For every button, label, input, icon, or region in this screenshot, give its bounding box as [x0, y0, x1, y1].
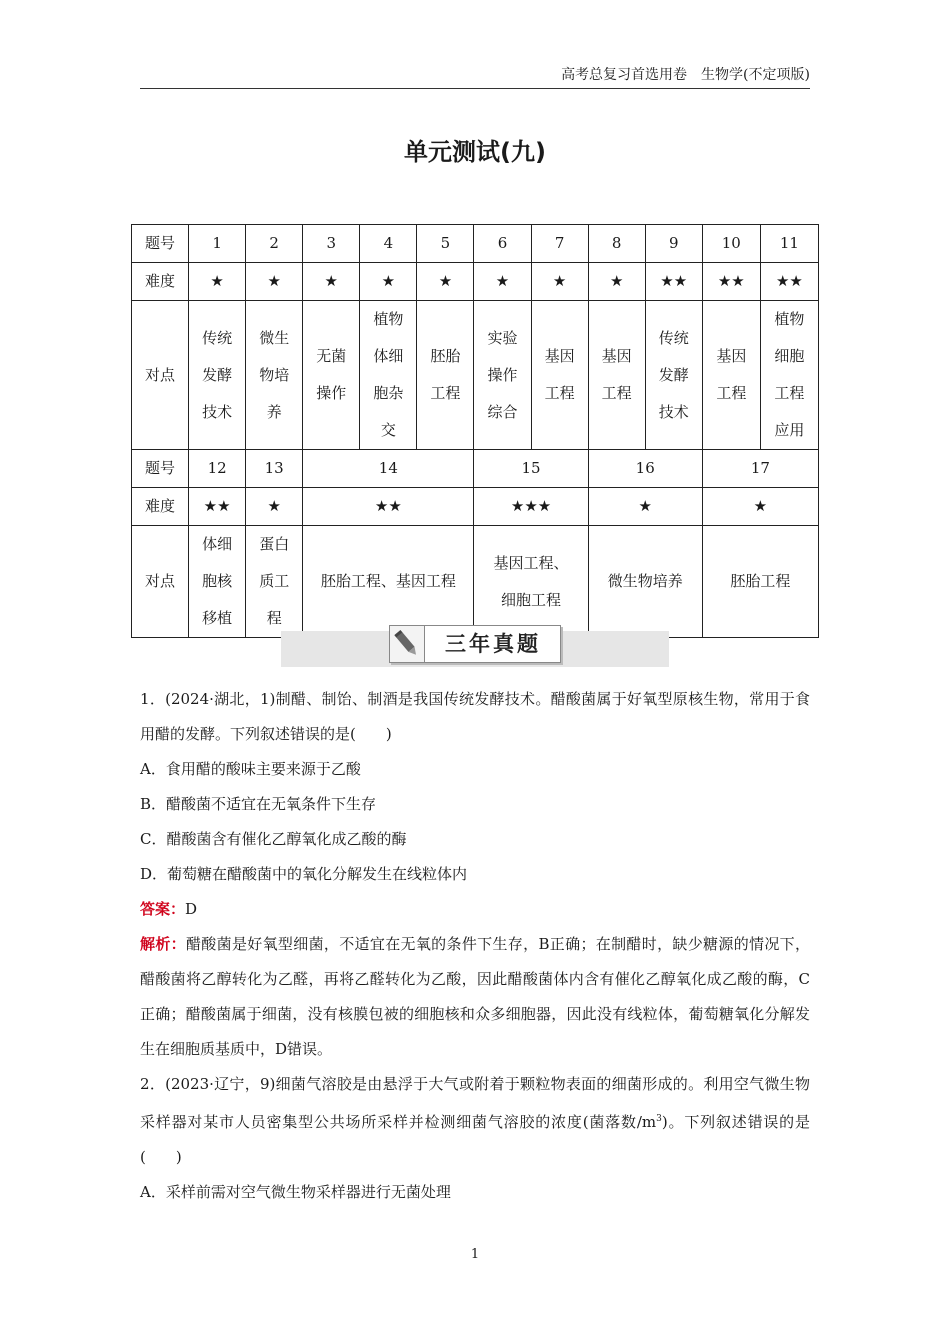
question-content [140, 682, 810, 1210]
topic-cell [417, 301, 474, 450]
cell-line: 发酵 [658, 365, 689, 384]
question-number-cell: 13 [246, 450, 303, 488]
difficulty-cell: ★ [474, 263, 531, 301]
question-number-cell: 10 [702, 225, 760, 263]
cell-line: 传统 [202, 328, 233, 347]
cell-line: 植物 [373, 310, 404, 328]
cell-line: 胚胎工程 [730, 572, 791, 590]
difficulty-cell: ★ [588, 263, 645, 301]
row-label-number: 题号 [132, 225, 189, 263]
row-label-difficulty: 难度 [132, 263, 189, 301]
cell-line: 工程 [601, 384, 632, 402]
topic-cell [474, 526, 588, 638]
cell-line: 基因 [716, 347, 747, 365]
question-number-cell: 5 [417, 225, 474, 263]
cell-line: 微生 [259, 328, 290, 347]
page-number: 1 [470, 1247, 480, 1262]
cell-line: 移植 [202, 609, 233, 627]
stem-text-end: )。下列叙述错误的是( ) [140, 1113, 810, 1166]
analysis-text: 醋酸菌是好氧型细菌，不适宜在无氧的条件下生存，B正确；在制醋时，缺少糖源的情况下，醋酸菌将乙醇转化为乙醛，再将乙醛转化为乙酸，因此醋酸菌体内含有催化乙醇氧化成乙酸的酶，C正确；醋酸菌属于细菌，没有核膜包被的细胞核和众多细胞器，因此没有线粒体，葡萄糖氧化分解发生在细胞质基质中，D错误。 [140, 935, 810, 1058]
question-number-cell: 11 [760, 225, 818, 263]
cell-line: 胚胎 [430, 347, 461, 365]
cell-line: 基因 [601, 347, 632, 365]
cell-line: 无菌 [316, 347, 347, 365]
difficulty-cell: ★ [189, 263, 246, 301]
topic-cell [189, 301, 246, 450]
difficulty-cell: ★ [360, 263, 417, 301]
question-number-cell: 15 [474, 450, 588, 488]
cell-line: 胚胎工程、基因工程 [320, 572, 456, 590]
difficulty-cell: ★★★ [474, 488, 588, 526]
cell-line: 胞杂 [373, 384, 404, 402]
question-number-cell: 17 [702, 450, 818, 488]
question-number-cell: 12 [189, 450, 246, 488]
row-label-point: 对点 [132, 526, 189, 638]
cell-line: 胞核 [202, 572, 233, 590]
topic-cell [303, 526, 474, 638]
question-number-cell: 8 [588, 225, 645, 263]
difficulty-cell: ★ [417, 263, 474, 301]
answer-value: D [185, 900, 198, 918]
cell-line: 微生物培养 [607, 572, 683, 590]
topic-cell [702, 301, 760, 450]
cell-line: 交 [380, 421, 396, 439]
cell-line: 技术 [202, 402, 233, 421]
difficulty-cell: ★ [303, 263, 360, 301]
topic-cell [246, 301, 303, 450]
difficulty-table [131, 224, 819, 638]
cell-line: 操作 [487, 365, 518, 384]
cell-line: 植物 [774, 310, 805, 328]
cell-line: 工程 [430, 384, 461, 402]
question-1-option-a: A．食用醋的酸味主要来源于乙酸 [140, 760, 361, 778]
topic-cell [474, 301, 531, 450]
difficulty-cell: ★★ [702, 263, 760, 301]
difficulty-cell: ★★ [645, 263, 702, 301]
cell-line: 综合 [487, 402, 518, 421]
topic-cell [303, 301, 360, 450]
topic-cell [246, 526, 303, 638]
topic-cell [645, 301, 702, 450]
topic-cell [531, 301, 588, 450]
question-1-analysis [140, 927, 810, 1067]
question-number-cell: 14 [303, 450, 474, 488]
difficulty-cell: ★★ [303, 488, 474, 526]
cell-line: 应用 [774, 421, 805, 439]
analysis-label: 解析： [140, 935, 186, 953]
topic-cell [189, 526, 246, 638]
row-label-number: 题号 [132, 450, 189, 488]
question-1-stem: 1．(2024·湖北，1)制醋、制饴、制酒是我国传统发酵技术。醋酸菌属于好氧型原核生物，常用于食用醋的发酵。下列叙述错误的是( ) [140, 690, 810, 743]
question-1-answer [140, 892, 810, 927]
question-2-option-a: A．采样前需对空气微生物采样器进行无菌处理 [140, 1183, 451, 1201]
question-number-cell: 1 [189, 225, 246, 263]
topic-cell [588, 301, 645, 450]
question-number-cell: 4 [360, 225, 417, 263]
cell-line: 基因 [544, 347, 575, 365]
cell-line: 物培 [259, 365, 290, 384]
cell-line: 细胞 [774, 347, 805, 365]
cell-line: 发酵 [202, 365, 233, 384]
row-label-point: 对点 [132, 301, 189, 450]
question-number-cell: 16 [588, 450, 702, 488]
topic-cell [760, 301, 818, 450]
cell-line: 体细 [202, 535, 233, 553]
cell-line: 操作 [316, 384, 347, 402]
cell-line: 体细 [373, 347, 404, 365]
pencil-icon [390, 626, 425, 662]
cell-line: 养 [266, 402, 282, 421]
cell-line: 工程 [774, 384, 805, 402]
cell-line: 蛋白 [259, 535, 290, 553]
stem-text: 2．(2023·辽宁，9)细菌气溶胶是由悬浮于大气或附着于颗粒物表面的细菌形成的。利用空气微生物采样器对某市人员密集型公共场所采样并检测细菌气溶胶的浓度(菌落数/m [140, 1075, 810, 1131]
page-title: 单元测试(九) [404, 138, 546, 166]
question-2-stem [140, 1067, 810, 1175]
question-number-cell: 2 [246, 225, 303, 263]
topic-cell [588, 526, 702, 638]
topic-cell [702, 526, 818, 638]
question-1-option-d: D．葡萄糖在醋酸菌中的氧化分解发生在线粒体内 [140, 865, 468, 883]
cell-line: 质工 [259, 572, 290, 590]
banner-box [389, 625, 561, 663]
answer-label: 答案： [140, 900, 186, 918]
cell-line: 基因工程、 [493, 553, 569, 572]
section-banner [281, 631, 669, 667]
row-label-difficulty: 难度 [132, 488, 189, 526]
difficulty-cell: ★ [246, 488, 303, 526]
difficulty-cell: ★★ [189, 488, 246, 526]
question-number-cell: 6 [474, 225, 531, 263]
cell-line: 实验 [487, 328, 518, 347]
question-1-option-c: C．醋酸菌含有催化乙醇氧化成乙酸的酶 [140, 830, 407, 848]
question-number-cell: 9 [645, 225, 702, 263]
cell-line: 工程 [544, 384, 575, 402]
cell-line: 工程 [716, 384, 747, 402]
difficulty-cell: ★ [588, 488, 702, 526]
difficulty-cell: ★ [246, 263, 303, 301]
cell-line: 传统 [658, 328, 689, 347]
difficulty-cell: ★★ [760, 263, 818, 301]
topic-cell [360, 301, 417, 450]
difficulty-cell: ★ [702, 488, 818, 526]
superscript: 3 [656, 1114, 662, 1124]
difficulty-cell: ★ [531, 263, 588, 301]
page-header: 高考总复习首选用卷 生物学(不定项版) [140, 62, 810, 89]
banner-title: 三年真题 [445, 632, 541, 656]
cell-line: 技术 [658, 402, 689, 421]
cell-line: 细胞工程 [501, 590, 562, 609]
question-1-option-b: B．醋酸菌不适宜在无氧条件下生存 [140, 795, 377, 813]
question-number-cell: 3 [303, 225, 360, 263]
question-number-cell: 7 [531, 225, 588, 263]
cell-line: 程 [266, 609, 282, 627]
